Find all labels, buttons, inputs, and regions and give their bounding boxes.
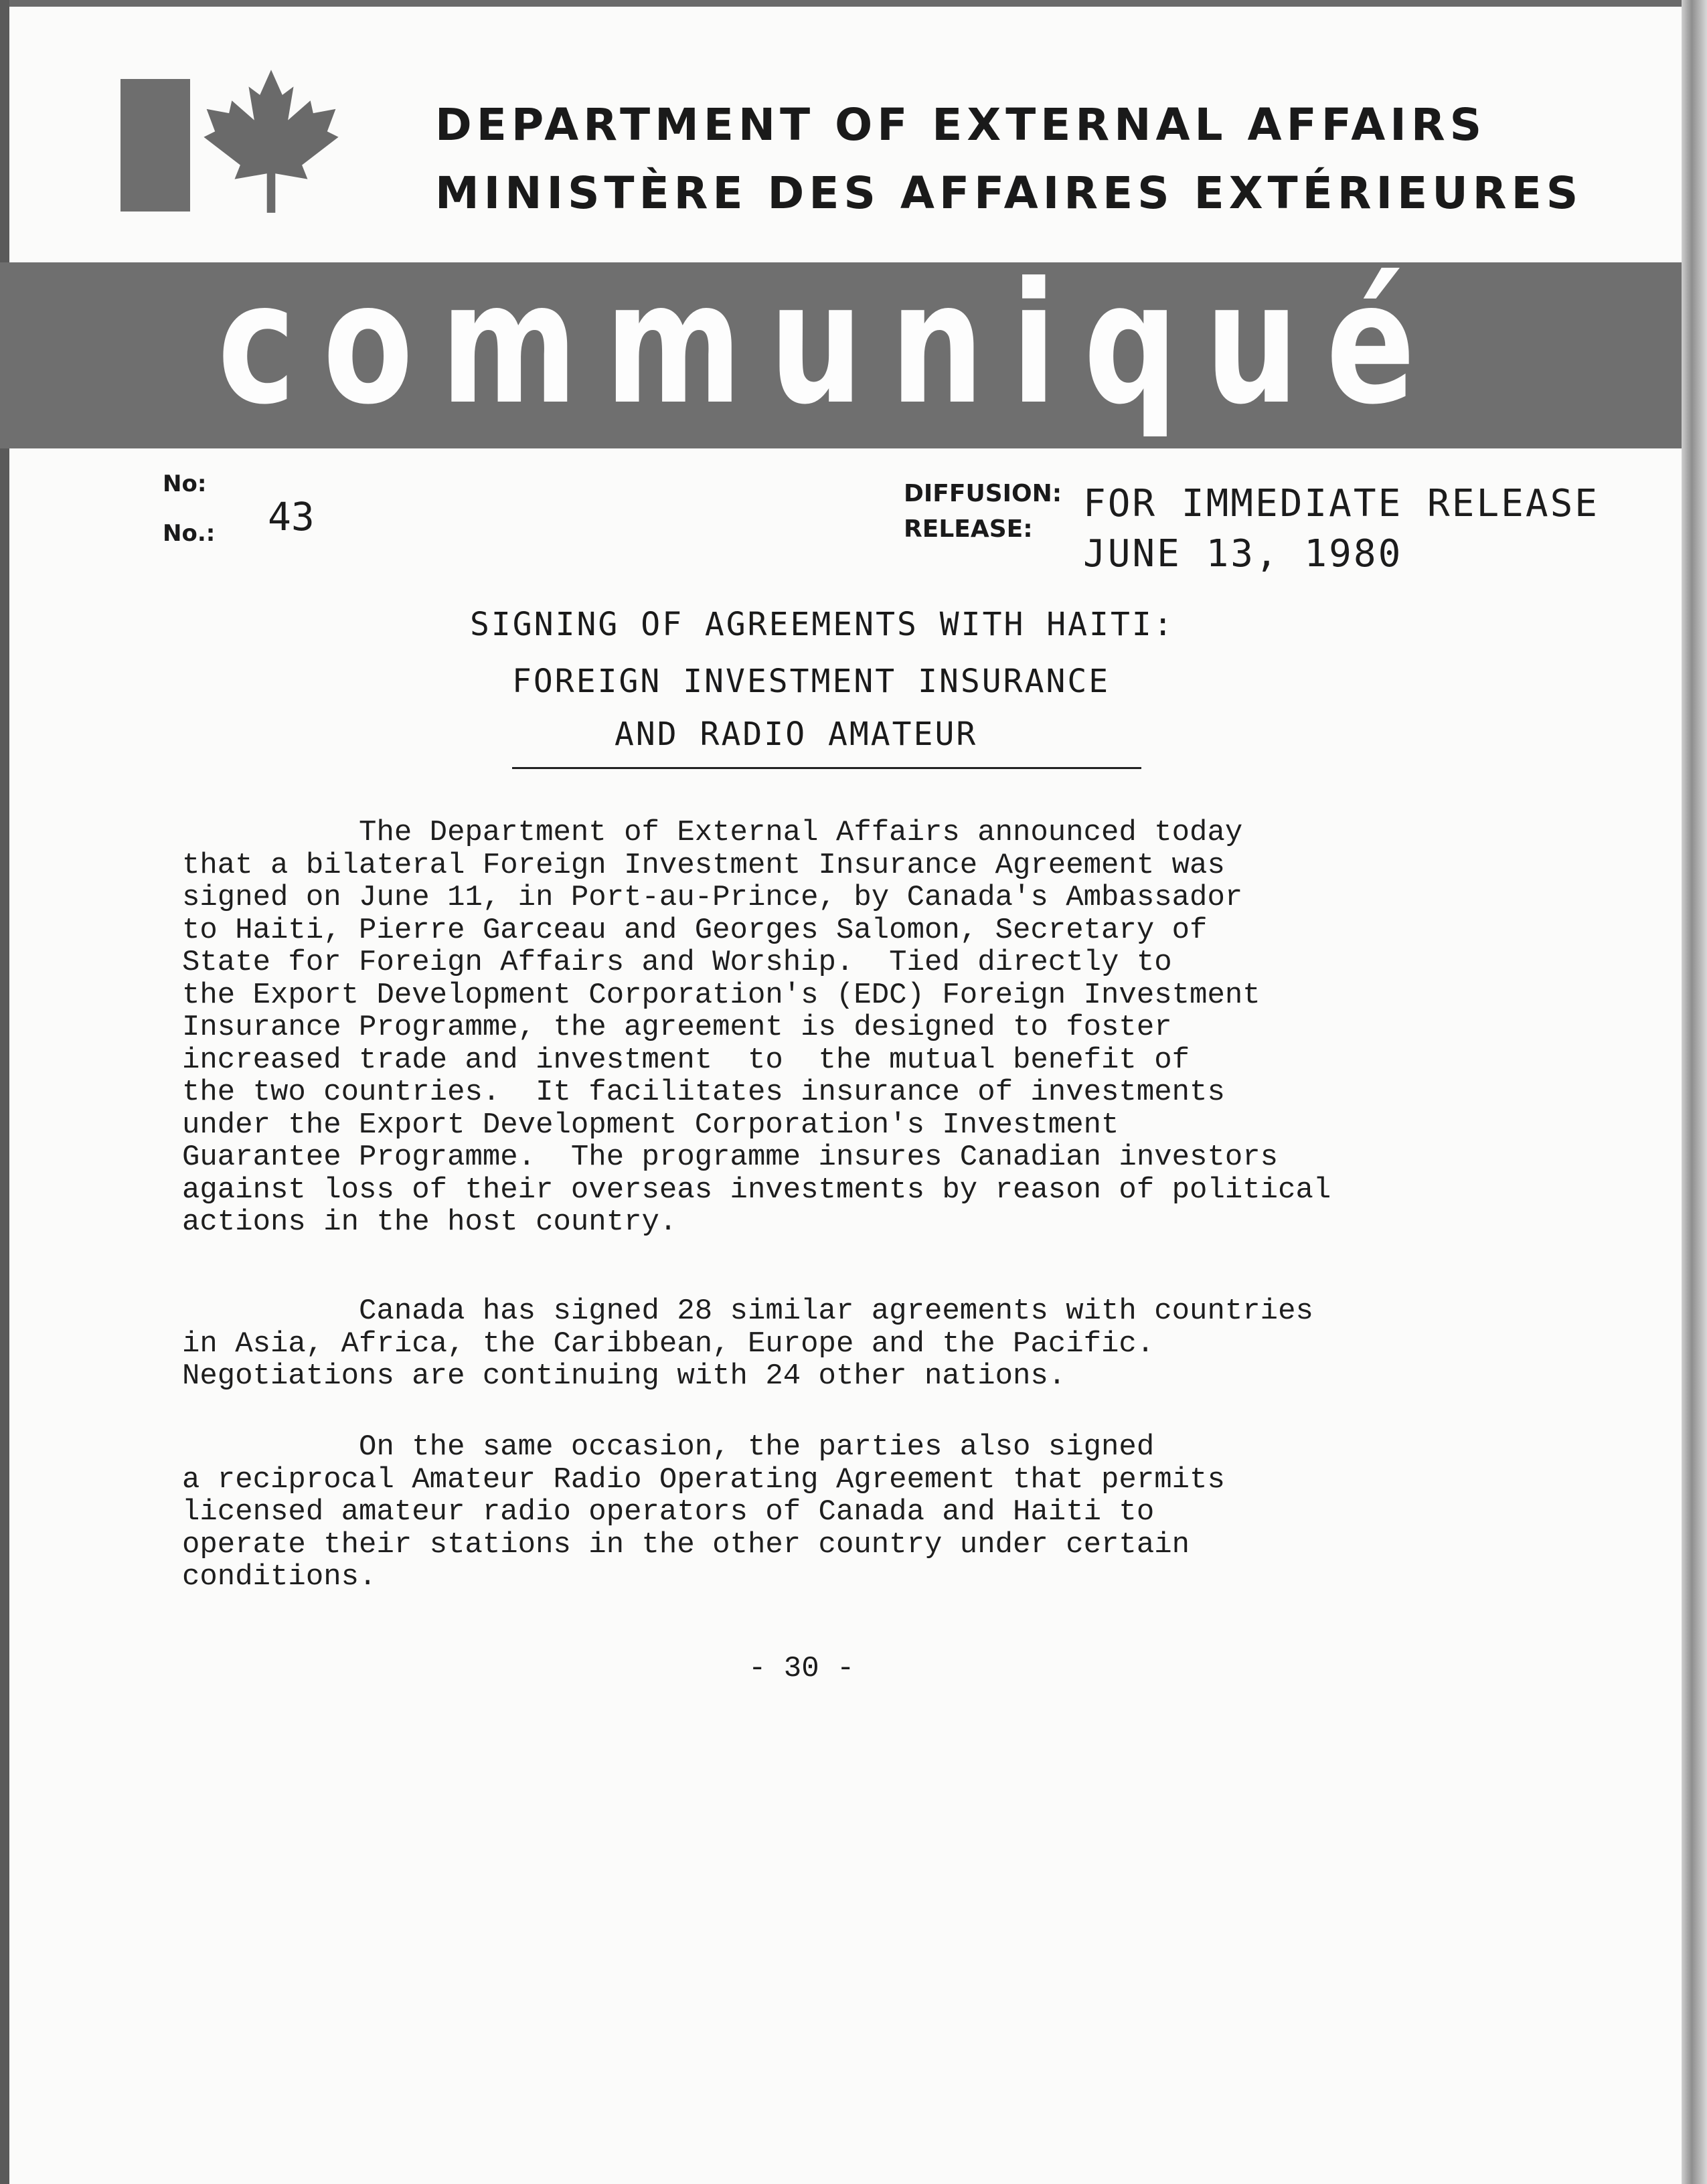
title-underline: [512, 767, 1141, 769]
diffusion-value: FOR IMMEDIATE RELEASE: [1083, 482, 1600, 525]
communique-wordmark: [0, 254, 1682, 455]
body-paragraph-2: Canada has signed 28 similar agreements with countries in Asia, Africa, the Caribbean, Europe and the Pacific. Negotiations are continuing with 24 other nations.: [182, 1294, 1313, 1393]
department-name-en: DEPARTMENT OF EXTERNAL AFFAIRS: [435, 99, 1487, 151]
release-date: JUNE 13, 1980: [1083, 532, 1403, 576]
flag-bar: [120, 79, 190, 212]
title-line-2: FOREIGN INVESTMENT INSURANCE: [512, 663, 1111, 700]
page-number: - 30 -: [748, 1652, 855, 1685]
department-name-fr: MINISTÈRE DES AFFAIRES EXTÉRIEURES: [435, 167, 1583, 219]
diffusion-label: DIFFUSION:: [904, 480, 1062, 507]
release-number: 43: [268, 494, 315, 539]
maple-leaf-icon: [201, 67, 341, 214]
scan-right-edge: [1682, 0, 1707, 2184]
release-label: RELEASE:: [904, 515, 1033, 543]
body-paragraph-1: The Department of External Affairs announced today that a bilateral Foreign Investment Insurance Agreement was signed on June 11, in Port-au-Prince, by Canada's Ambassador to Haiti, Pierre Garceau and Georges Salomon, Secretary of State for Foreign Affairs and Worship. Tied directly to the Export Development Corporation's (EDC) Foreign Investment Insurance Programme, the agreement is designed to foster increased trade and investment to the mutual benefit of the two countries. It facilitates insurance of investments under the Export Development Corporation's Investment Guarantee Programme. The programme insures Canadian investors against loss of their overseas investments by reason of political actions in the host country.: [182, 816, 1331, 1239]
title-line-3: AND RADIO AMATEUR: [615, 716, 978, 753]
banner-word: communiqué: [218, 254, 1443, 441]
title-line-1: SIGNING OF AGREEMENTS WITH HAITI:: [470, 606, 1175, 643]
number-label-fr: No:: [163, 471, 207, 497]
scan-top-edge: [0, 0, 1707, 7]
body-paragraph-3: On the same occasion, the parties also signed a reciprocal Amateur Radio Operating Agreement that permits licensed amateur radio operators of Canada and Haiti to operate their stations in the other country under certain conditions.: [182, 1430, 1225, 1594]
number-label-en: No.:: [163, 520, 216, 547]
